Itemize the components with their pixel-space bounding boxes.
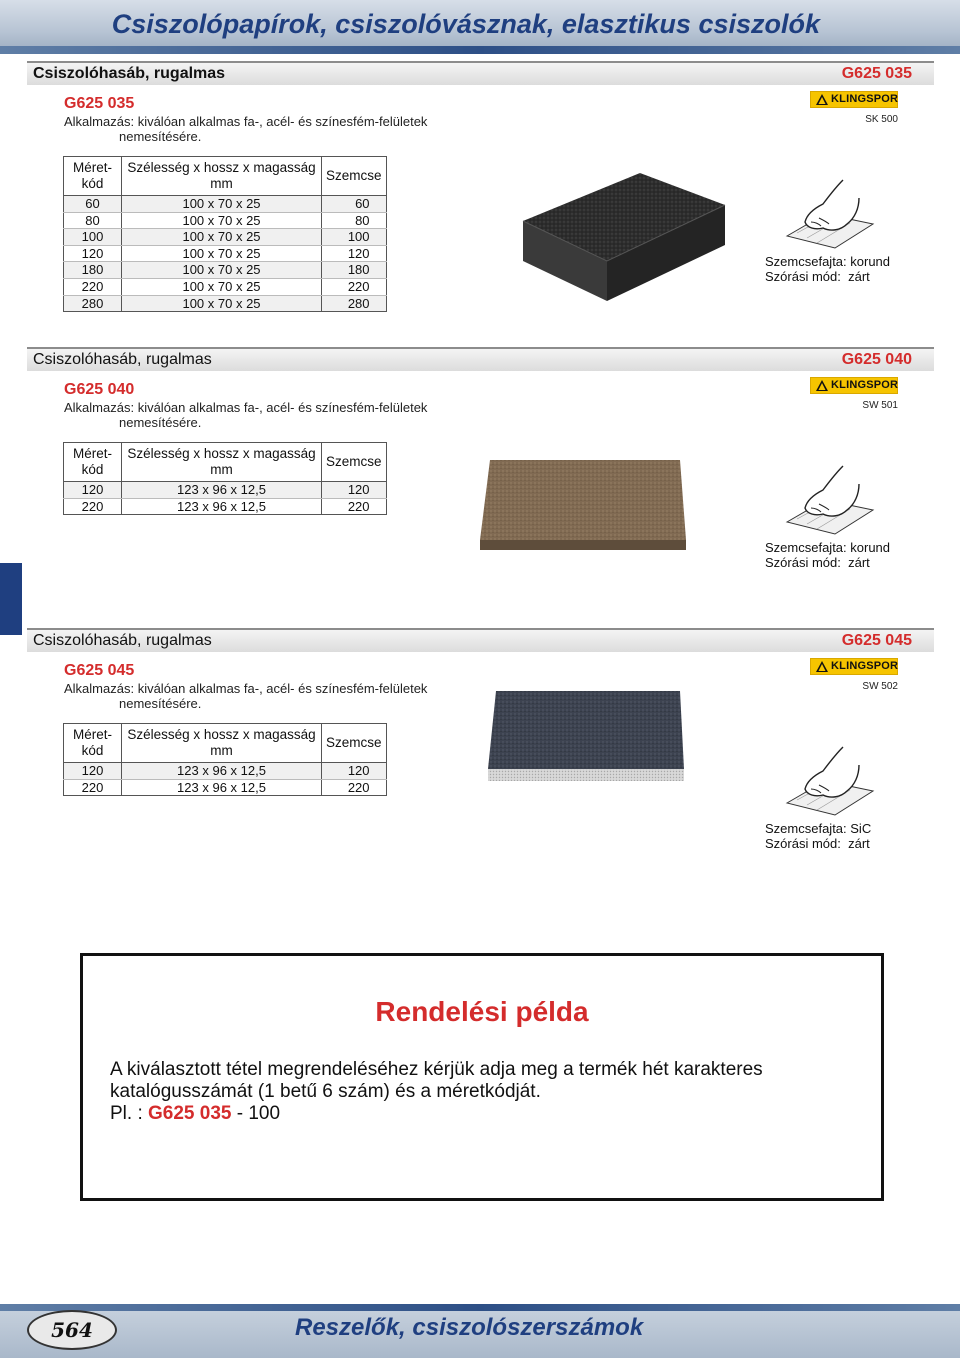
cell-grit: 220 (322, 498, 387, 515)
order-example-text (110, 1059, 763, 1125)
spec-table (63, 723, 387, 796)
application-line-1: Alkalmazás: kiválóan alkalmas fa-, acél- és színesfém-felületek (64, 114, 428, 129)
cell-code: 120 (64, 482, 122, 499)
section-bar (27, 628, 934, 652)
header-dimensions: Szélesség x hossz x magasság mm (122, 157, 322, 196)
cell-code: 80 (64, 212, 122, 229)
cell-code: 220 (64, 498, 122, 515)
table-row (64, 779, 387, 796)
cell-grit: 100 (322, 229, 387, 246)
application-text (64, 400, 427, 430)
cell-size: 123 x 96 x 12,5 (122, 763, 322, 780)
table-row (64, 295, 387, 312)
cell-grit: 120 (322, 482, 387, 499)
product-code: G625 040 (64, 381, 135, 398)
brand-name: KLINGSPOR (831, 93, 899, 105)
grain-type: Szemcsefajta: korund (765, 540, 891, 555)
section-title: Csiszolóhasáb, rugalmas (33, 632, 212, 649)
cell-grit: 80 (322, 212, 387, 229)
table-row (64, 262, 387, 279)
header-stripe (0, 46, 960, 54)
sanding-sponge-image (478, 458, 688, 554)
order-example-prefix: Pl. : (110, 1103, 149, 1124)
sanding-sponge-sic-image (486, 689, 686, 785)
table-row (64, 212, 387, 229)
section-code: G625 040 (841, 351, 912, 368)
section-code: G625 045 (841, 632, 912, 649)
klingspor-cone-icon (815, 379, 829, 392)
brand-reference: SW 501 (862, 400, 898, 411)
grain-type: Szemcsefajta: SiC (765, 821, 872, 836)
brand-reference: SK 500 (865, 114, 898, 125)
cell-size: 100 x 70 x 25 (122, 262, 322, 279)
coating-type: Szórási mód: zárt (765, 269, 870, 284)
cell-grit: 220 (322, 278, 387, 295)
brand-reference: SW 502 (862, 681, 898, 692)
header-dimensions: Szélesség x hossz x magasság mm (122, 724, 322, 763)
chapter-side-tab (0, 563, 22, 635)
cell-size: 100 x 70 x 25 (122, 196, 322, 213)
cell-size: 123 x 96 x 12,5 (122, 482, 322, 499)
order-example-box (80, 953, 884, 1201)
klingspor-logo (810, 377, 898, 394)
order-example-title: Rendelési példa (375, 996, 589, 1027)
spec-info (765, 821, 871, 851)
coating-type: Szórási mód: zárt (765, 836, 870, 851)
header-dimensions: Szélesség x hossz x magasság mm (122, 443, 322, 482)
header-grit: Szemcse (322, 157, 387, 196)
spec-info (765, 254, 890, 284)
cell-size: 100 x 70 x 25 (122, 295, 322, 312)
hand-sanding-icon (785, 464, 875, 536)
cell-size: 100 x 70 x 25 (122, 278, 322, 295)
brand-name: KLINGSPOR (831, 379, 899, 391)
klingspor-cone-icon (815, 93, 829, 106)
cell-grit: 120 (322, 763, 387, 780)
header-grit: Szemcse (322, 443, 387, 482)
application-text (64, 681, 427, 711)
page-number: 564 (27, 1310, 117, 1350)
cell-code: 100 (64, 229, 122, 246)
table-row (64, 498, 387, 515)
spec-info (765, 540, 890, 570)
footer-stripe (0, 1304, 960, 1311)
order-example-suffix: - 100 (231, 1103, 281, 1124)
table-row (64, 482, 387, 499)
spec-table (63, 156, 387, 312)
table-row (64, 196, 387, 213)
page-title: Csiszolópapírok, csiszolóvásznak, elasztikus csiszolók (111, 9, 820, 39)
header-size-code: Méret- kód (64, 724, 122, 763)
section-title: Csiszolóhasáb, rugalmas (33, 65, 226, 82)
cell-code: 180 (64, 262, 122, 279)
application-line-1: Alkalmazás: kiválóan alkalmas fa-, acél- és színesfém-felületek (64, 681, 428, 696)
cell-grit: 60 (322, 196, 387, 213)
sanding-block-image (515, 153, 730, 303)
product-code: G625 035 (64, 95, 135, 112)
cell-size: 123 x 96 x 12,5 (122, 779, 322, 796)
cell-size: 100 x 70 x 25 (122, 245, 322, 262)
coating-type: Szórási mód: zárt (765, 555, 870, 570)
product-code: G625 045 (64, 662, 135, 679)
cell-code: 60 (64, 196, 122, 213)
table-row (64, 278, 387, 295)
hand-sanding-icon (785, 745, 875, 817)
section-title: Csiszolóhasáb, rugalmas (33, 351, 212, 368)
klingspor-logo (810, 91, 898, 108)
order-line-2: katalógusszámát (1 betű 6 szám) és a méretkódját. (110, 1081, 541, 1102)
order-line-1: A kiválasztott tétel megrendeléséhez kérjük adja meg a termék hét karakteres (110, 1059, 763, 1080)
cell-grit: 180 (322, 262, 387, 279)
header-size-code: Méret- kód (64, 157, 122, 196)
cell-grit: 280 (322, 295, 387, 312)
klingspor-cone-icon (815, 660, 829, 673)
klingspor-logo (810, 658, 898, 675)
footer-title: Reszelők, csiszolószerszámok (295, 1314, 644, 1341)
grain-type: Szemcsefajta: korund (765, 254, 891, 269)
section-bar (27, 61, 934, 85)
header-grit: Szemcse (322, 724, 387, 763)
table-row (64, 229, 387, 246)
order-example-line (110, 1103, 763, 1125)
application-line-1: Alkalmazás: kiválóan alkalmas fa-, acél- és színesfém-felületek (64, 400, 428, 415)
application-line-2: nemesítésére. (119, 129, 202, 144)
cell-grit: 120 (322, 245, 387, 262)
application-text (64, 114, 427, 144)
cell-code: 280 (64, 295, 122, 312)
cell-code: 220 (64, 278, 122, 295)
cell-grit: 220 (322, 779, 387, 796)
order-example-code: G625 035 (148, 1103, 232, 1124)
cell-size: 100 x 70 x 25 (122, 229, 322, 246)
table-row (64, 245, 387, 262)
brand-name: KLINGSPOR (831, 660, 899, 672)
table-row (64, 763, 387, 780)
application-line-2: nemesítésére. (119, 696, 202, 711)
hand-sanding-icon (785, 178, 875, 250)
cell-code: 120 (64, 763, 122, 780)
cell-code: 220 (64, 779, 122, 796)
cell-size: 100 x 70 x 25 (122, 212, 322, 229)
cell-size: 123 x 96 x 12,5 (122, 498, 322, 515)
application-line-2: nemesítésére. (119, 415, 202, 430)
header-size-code: Méret- kód (64, 443, 122, 482)
section-code: G625 035 (841, 65, 912, 82)
cell-code: 120 (64, 245, 122, 262)
spec-table (63, 442, 387, 515)
section-bar (27, 347, 934, 371)
